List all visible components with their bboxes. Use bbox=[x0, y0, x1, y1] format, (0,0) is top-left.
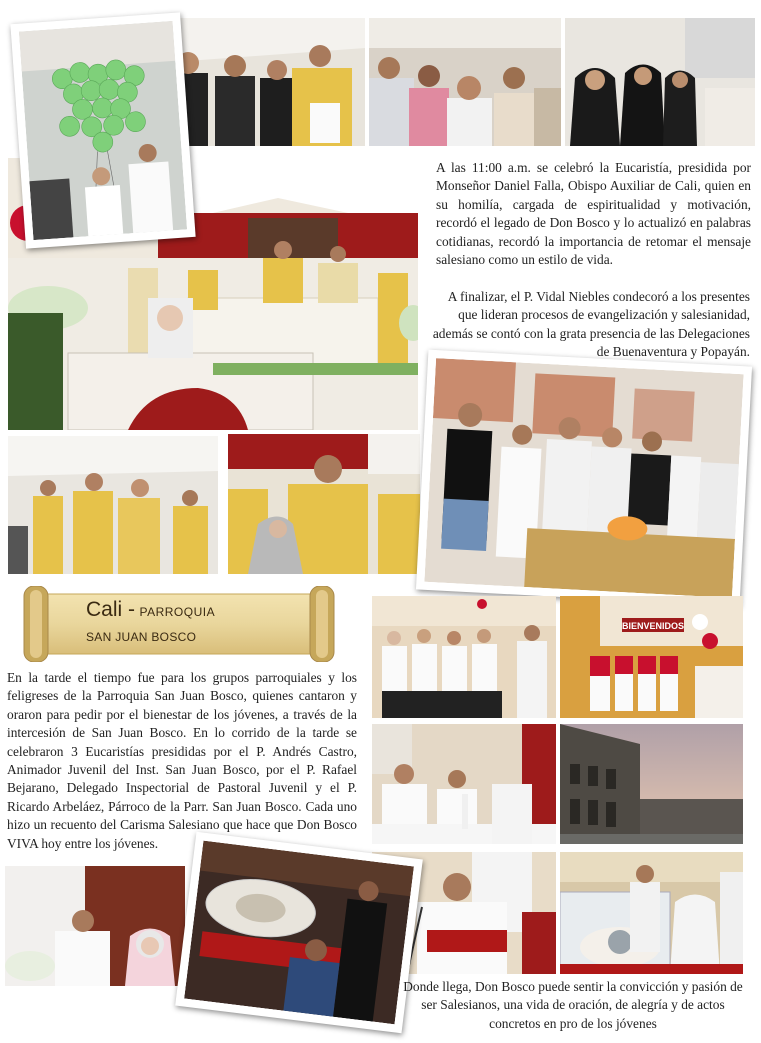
photo-building-courtyard bbox=[560, 724, 743, 844]
photo-balloons bbox=[10, 12, 195, 248]
photo-relic-visitors bbox=[560, 852, 743, 974]
bottom-caption: Donde llega, Don Bosco puede sentir la convicción y pasión de ser Salesianos, una vida de oración, de alegría y de actos concretos en pro de los jóvenes bbox=[403, 979, 743, 1031]
afternoon-paragraph: En la tarde el tiempo fue para los grupos parroquiales y los feligreses de la Parroquia San Juan Bosco, quienes cantaron y oraron para pedir por el bienestar de los jóvenes, a través de la intercesión de San Juan Bosco. En lo corrido de la tarde se celebraron 3 Eucaristías presididas por el P. Andrés Castro, Animador Juvenil del Inst. San Juan Bosco, por el P. Rafael Bejarano, Delegado Inspectorial de Pastoral Juvenil y el P. Ricardo Arbeláez, Párroco de la Parr. San Juan Bosco. Cada uno hizo un recuento del Carisma Salesiano que hace que Don Bosco VIVA hoy entre los jóvenes. bbox=[7, 670, 357, 851]
section-title-parish-label: PARROQUIA bbox=[139, 605, 216, 619]
section-title-city: Cali - bbox=[86, 598, 136, 621]
welcome-banner-text: BIENVENIDOS bbox=[621, 621, 685, 631]
photo-nuns bbox=[565, 18, 755, 146]
photo-welcome-hall bbox=[560, 596, 743, 718]
photo-priest-nun-statue bbox=[5, 866, 185, 986]
photo-choir bbox=[372, 596, 556, 718]
section-title-parish-name: SAN JUAN BOSCO bbox=[86, 630, 197, 644]
photo-priest-altar bbox=[372, 724, 556, 844]
photo-congregation bbox=[369, 18, 561, 146]
section-title bbox=[86, 598, 215, 622]
eucharist-paragraph: A las 11:00 a.m. se celebró la Eucaristía, presidida por Monseñor Daniel Falla, Obispo Auxiliar de Cali, quien en su homilía, cargada de espiritualidad y motivación, recordó el legado de Don Bosco y lo actualizó en palabras cotidianas, recordó la importancia de retomar el mensaje salesiano como un estilo de vida. bbox=[436, 160, 751, 268]
photo-group-men bbox=[160, 18, 365, 146]
photo-child-relic bbox=[175, 832, 423, 1033]
closing-paragraph: A finalizar, el P. Vidal Niebles condecoró a los presentes que lideran procesos de evangelización y salesianidad, además se contó con la grata presencia de las Delegaciones de Buenaventura y Popayán. bbox=[432, 289, 750, 360]
photo-priests-group bbox=[416, 350, 752, 607]
photo-priest-nun bbox=[228, 434, 420, 574]
photo-priests-procession bbox=[8, 436, 218, 574]
